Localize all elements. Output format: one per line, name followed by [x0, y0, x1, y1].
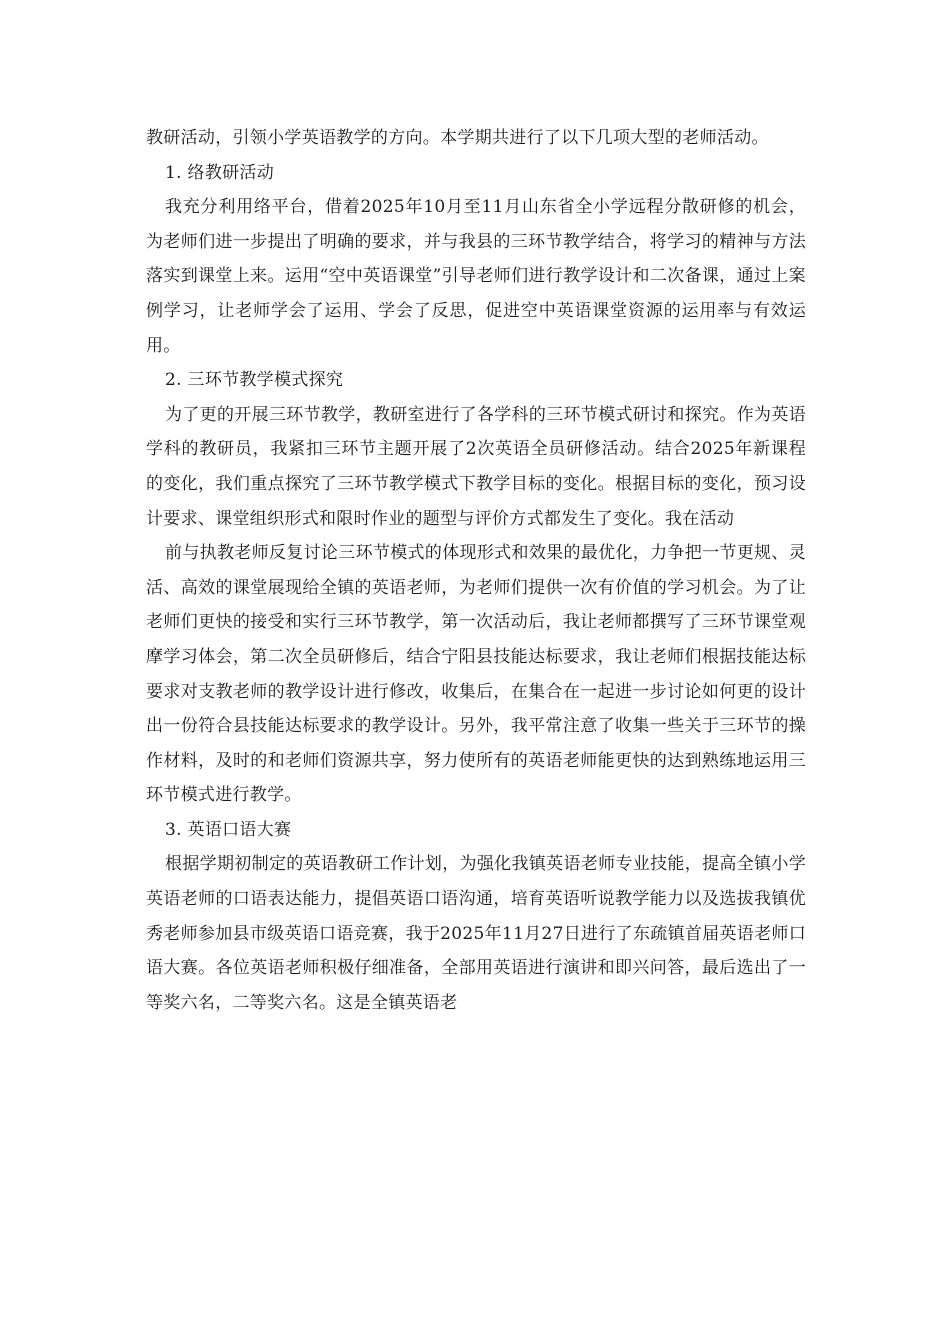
section-heading-oral-contest: 3. 英语口语大赛: [165, 819, 292, 840]
section-heading-network-research: 1. 络教研活动: [165, 162, 275, 183]
paragraph-three-step-discussion: 前与执教老师反复讨论三环节模式的体现形式和效果的最优化，力争把一节更规、灵活、高效的课堂展现给全镇的英语老师，为老师们提供一次有价值的学习机会。为了让老师们更快的接受和实行三环节教学，第一次活动后，我让老师都撰写了三环节课堂观摩学习体会，第二次全员研修后，结合宁阳县技能达标要求，我让老师们根据技能达标要求对支教老师的教学设计进行修改，收集后，在集合在一起进一步讨论如何更的设计出一份符合县技能达标要求的教学设计。另外，我平常注意了收集一些关于三环节的操作材料，及时的和老师们资源共享，努力使所有的英语老师能更快的达到熟练地运用三环节模式进行教学。: [146, 543, 806, 806]
paragraph-continuation: 教研活动，引领小学英语教学的方向。本学期共进行了以下几项大型的老师活动。: [146, 128, 769, 148]
paragraph-oral-contest: 根据学期初制定的英语教研工作计划，为强化我镇英语老师专业技能，提高全镇小学英语老师的口语表达能力，提倡英语口语沟通，培育英语听说教学能力以及选拔我镇优秀老师参加县市级英语口语竞赛，我于2025年11月27日进行了东疏镇首届英语老师口语大赛。各位英语老师积极仔细准备，全部用英语进行演讲和即兴问答，最后选出了一等奖六名，二等奖六名。这是全镇英语老: [146, 854, 806, 1013]
section-heading-three-step-model: 2. 三环节教学模式探究: [165, 370, 344, 391]
paragraph-network-research: 我充分利用络平台，借着2025年10月至11月山东省全小学远程分散研修的机会，为老师们进一步提出了明确的要求，并与我县的三环节教学结合，将学习的精神与方法落实到课堂上来。运用“空中英语课堂”引导老师们进行教学设计和二次备课，通过上案例学习，让老师学会了运用、学会了反思，促进空中英语课堂资源的运用率与有效运用。: [146, 197, 806, 356]
paragraph-three-step-model: 为了更的开展三环节教学，教研室进行了各学科的三环节模式研讨和探究。作为英语学科的教研员，我紧扣三环节主题开展了2次英语全员研修活动。结合2025年新课程的变化，我们重点探究了三环节教学模式下教学目标的变化。根据目标的变化，预习设计要求、课堂组织形式和限时作业的题型与评价方式都发生了变化。我在活动: [146, 404, 806, 529]
document-body: [146, 121, 806, 1020]
